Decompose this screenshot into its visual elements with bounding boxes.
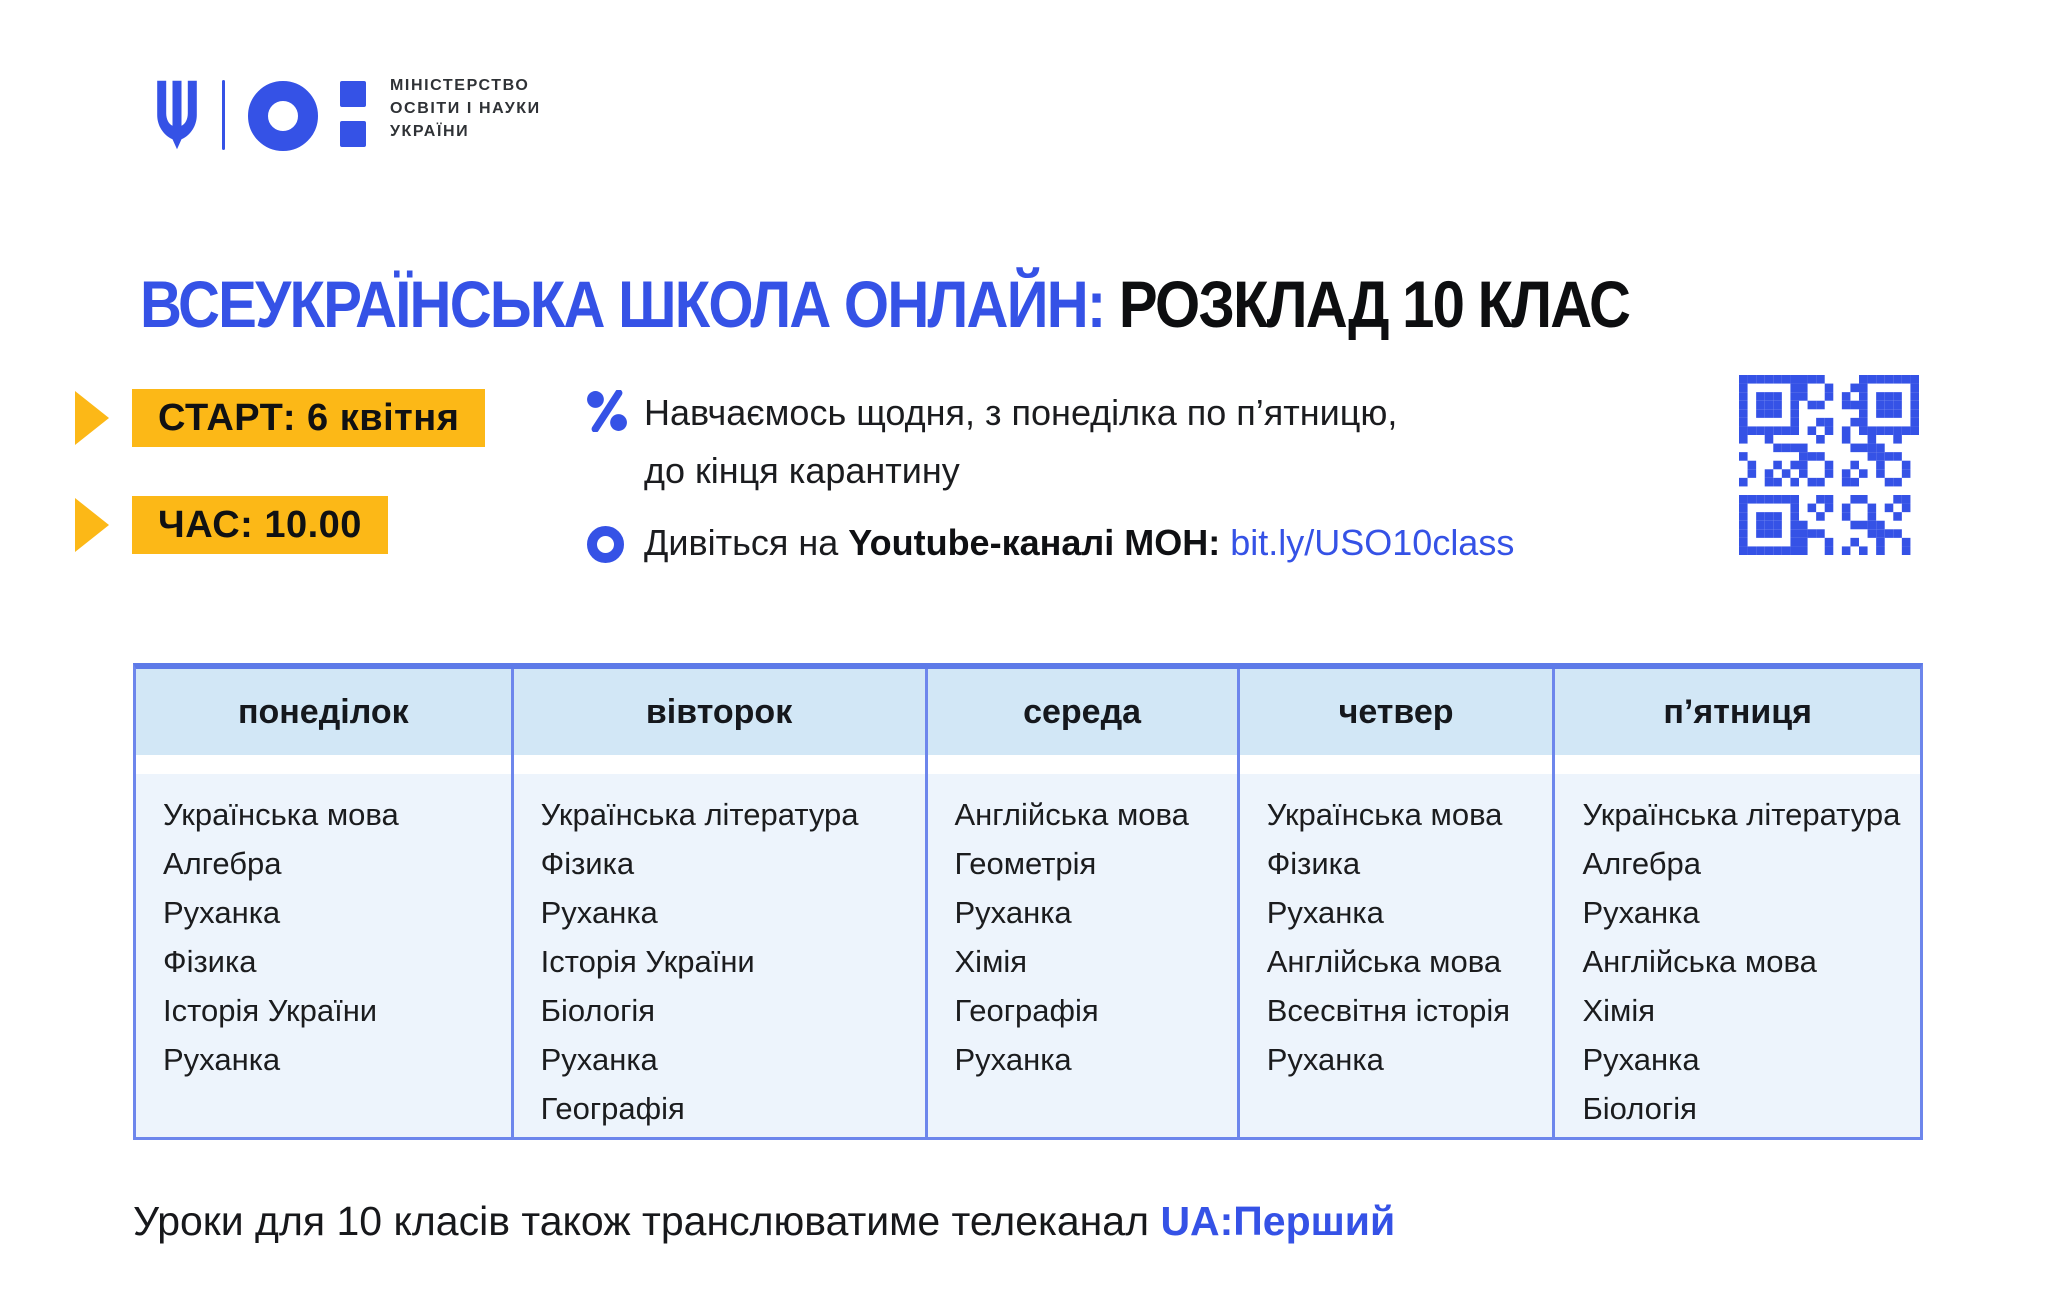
header-gap — [136, 755, 511, 774]
subject-item: Руханка — [1582, 895, 1700, 930]
subject-item: Українська мова — [1266, 797, 1503, 832]
subject-item: Біологія — [540, 993, 656, 1028]
subject-item: Алгебра — [1582, 846, 1701, 881]
subject-item: Географія — [954, 993, 1099, 1028]
subject-item: Руханка — [540, 1042, 658, 1077]
youtube-note — [644, 522, 1514, 564]
subject-list — [1555, 774, 1920, 1137]
trident-icon — [150, 76, 204, 154]
header-gap — [1555, 755, 1920, 774]
subject-item: Фізика — [1266, 846, 1361, 881]
ministry-line: ОСВІТИ І НАУКИ — [390, 100, 541, 117]
footer-text: Уроки для 10 класів також транслюватиме телеканал — [133, 1198, 1161, 1244]
page-title — [140, 266, 1629, 342]
subject-item: Українська література — [1582, 797, 1901, 832]
subject-item: Алгебра — [163, 846, 282, 881]
subject-item: Руханка — [954, 1042, 1072, 1077]
subject-item: Англійська мова — [954, 797, 1189, 832]
subject-item: Англійська мова — [1582, 944, 1817, 979]
subject-item: Англійська мова — [1266, 944, 1502, 979]
daily-schedule-note — [644, 384, 1397, 500]
day-header: п’ятниця — [1555, 669, 1920, 755]
subject-item: Українська мова — [163, 797, 399, 832]
mon-logo-icon — [248, 79, 368, 153]
arrow-right-icon — [75, 498, 109, 552]
day-column-thursday — [1237, 669, 1553, 1137]
time-badge: ЧАС: 10.00 — [132, 496, 388, 554]
youtube-link[interactable]: bit.ly/USO10class — [1230, 522, 1515, 563]
subject-item: Руханка — [163, 895, 281, 930]
arrow-right-icon — [75, 391, 109, 445]
subject-item: Українська література — [540, 797, 859, 832]
subject-item: Геометрія — [954, 846, 1097, 881]
subject-item: Фізика — [163, 944, 257, 979]
schedule-table — [133, 663, 1923, 1140]
subject-list — [1240, 774, 1553, 1137]
subject-list — [136, 774, 511, 1137]
subject-item: Руханка — [1582, 1042, 1700, 1077]
title-rest: РОЗКЛАД 10 КЛАС — [1104, 267, 1630, 342]
day-header: вівторок — [514, 669, 925, 755]
ministry-name — [390, 74, 541, 143]
subject-list — [928, 774, 1237, 1137]
day-column-monday — [136, 669, 511, 1137]
daily-note-line: до кінця карантину — [644, 450, 960, 491]
footer-note — [133, 1198, 1395, 1245]
subject-item: Фізика — [540, 846, 635, 881]
day-column-tuesday — [511, 669, 925, 1137]
subject-item: Хімія — [1582, 993, 1656, 1028]
ministry-line: МІНІСТЕРСТВО — [390, 77, 530, 94]
subject-item: Біологія — [1582, 1091, 1697, 1126]
percent-icon — [586, 390, 628, 432]
day-header: понеділок — [136, 669, 511, 755]
start-date-badge: СТАРТ: 6 квітня — [132, 389, 485, 447]
youtube-note-prefix: Дивіться на — [644, 522, 849, 563]
day-column-friday — [1552, 669, 1920, 1137]
header-gap — [514, 755, 925, 774]
header-gap — [928, 755, 1237, 774]
subject-item: Руханка — [1266, 1042, 1384, 1077]
header-gap — [1240, 755, 1553, 774]
subject-item: Хімія — [954, 944, 1028, 979]
day-header: четвер — [1240, 669, 1553, 755]
tv-channel-label: UA:Перший — [1160, 1198, 1396, 1244]
ministry-line: УКРАЇНИ — [390, 123, 470, 140]
circle-icon — [587, 526, 624, 563]
youtube-channel-label: Youtube-каналі МОН: — [848, 522, 1221, 563]
subject-item: Історія України — [163, 993, 378, 1028]
day-column-wednesday — [925, 669, 1237, 1137]
subject-item: Руханка — [954, 895, 1072, 930]
brand-separator — [222, 80, 225, 150]
day-header: середа — [928, 669, 1237, 755]
subject-item: Руханка — [540, 895, 658, 930]
title-highlight: ВСЕУКРАЇНСЬКА ШКОЛА ОНЛАЙН: — [140, 267, 1105, 342]
subject-item: Всесвітня історія — [1266, 993, 1511, 1028]
daily-note-line: Навчаємось щодня, з понеділка по п’ятницю, — [644, 392, 1398, 433]
subject-item: Географія — [540, 1091, 685, 1126]
qr-code — [1739, 375, 1919, 555]
subject-item: Руханка — [1266, 895, 1384, 930]
subject-list — [514, 774, 925, 1137]
subject-item: Руханка — [163, 1042, 281, 1077]
subject-item: Історія України — [540, 944, 755, 979]
